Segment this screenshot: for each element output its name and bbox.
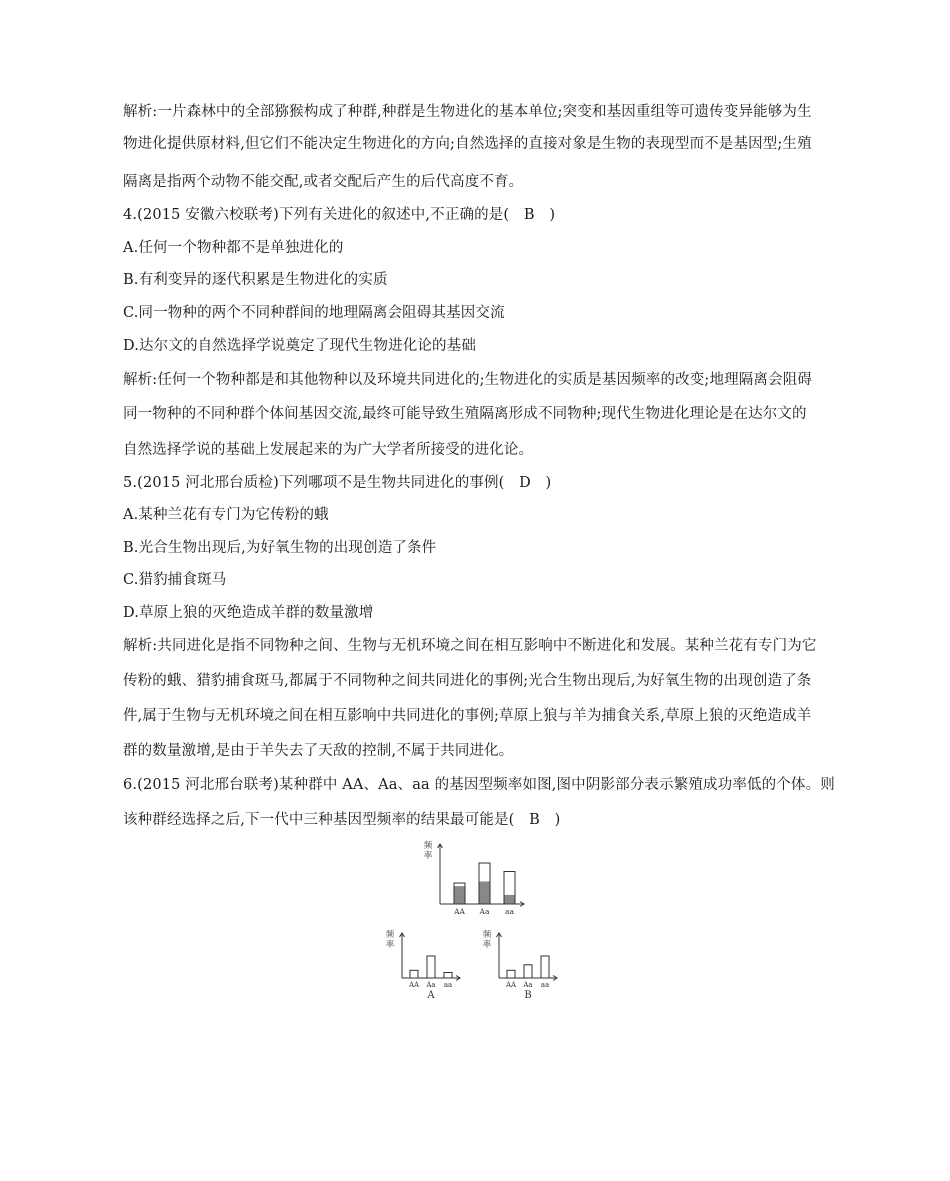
- text-line-1: 解析:一片森林中的全部猕猴构成了种群,种群是生物进化的基本单位;突变和基因重组等可遗传变异能够为生: [123, 104, 812, 120]
- tick-label-aa: AA: [408, 981, 420, 989]
- tick-label-aa: AA: [505, 981, 517, 989]
- q5-option-a: A.某种兰花有专门为它传粉的蛾: [123, 507, 329, 523]
- q4-analysis-line-2: 同一物种的不同种群个体间基因交流,最终可能导致生殖隔离形成不同物种;现代生物进化理论是在达尔文的: [123, 406, 807, 422]
- q5-analysis-line-3: 件,属于生物与无机环境之间在相互影响中共同进化的事例;草原上狼与羊为捕食关系,草原上狼的灭绝造成羊: [123, 708, 812, 724]
- q4-option-c: C.同一物种的两个不同种群间的地理隔离会阻碍其基因交流: [123, 305, 505, 321]
- tick-label-aa: AA: [454, 907, 465, 916]
- q5-option-b: B.光合生物出现后,为好氧生物的出现创造了条件: [123, 540, 437, 556]
- q4-option-b: B.有利变异的逐代积累是生物进化的实质: [123, 272, 388, 288]
- q5-option-c: C.猎豹捕食斑马: [123, 572, 227, 588]
- question-4-stem: 4.(2015 安徽六校联考)下列有关进化的叙述中,不正确的是( B ): [123, 207, 556, 223]
- shaded-aa: [480, 881, 490, 903]
- shaded-aa: [505, 895, 515, 904]
- q5-option-d: D.草原上狼的灭绝造成羊群的数量激增: [123, 605, 374, 621]
- ylabel-char: 频: [423, 841, 433, 851]
- q4-analysis-line-1: 解析:任何一个物种都是和其他物种以及环境共同进化的;生物进化的实质是基因频率的改变;地理隔离会阻碍: [123, 372, 813, 388]
- tick-label-aa: Aa: [523, 981, 533, 989]
- q4-option-a: A.任何一个物种都不是单独进化的: [123, 240, 344, 256]
- q4-option-d: D.达尔文的自然选择学说奠定了现代生物进化论的基础: [123, 338, 476, 354]
- ylabel-char: 率: [385, 940, 395, 950]
- option-b-chart: [475, 928, 565, 1010]
- question-5-stem: 5.(2015 河北邢台质检)下列哪项不是生物共同进化的事例( D ): [123, 475, 552, 491]
- tick-label-aa: aa: [540, 981, 550, 989]
- figure-caption: A: [427, 990, 435, 1001]
- ylabel-char: 率: [482, 940, 492, 950]
- text-line-2: 物进化提供原材料,但它们不能决定生物进化的方向;自然选择的直接对象是生物的表现型而不是基因型;生殖: [123, 136, 812, 152]
- question-6-stem-line-1: 6.(2015 河北邢台联考)某种群中 AA、Aa、aa 的基因型频率如图,图中阴影部分表示繁殖成功率低的个体。则: [123, 777, 835, 793]
- q5-analysis-line-2: 传粉的蛾、猎豹捕食斑马,都属于不同物种之间共同进化的事例;光合生物出现后,为好氧生物的出现创造了条: [123, 673, 812, 689]
- main-frequency-figure: [420, 840, 540, 924]
- text-line-3: 隔离是指两个动物不能交配,或者交配后产生的后代高度不育。: [123, 174, 524, 190]
- tick-label-aa: aa: [505, 907, 514, 916]
- ylabel-char: 率: [423, 851, 433, 861]
- main-frequency-chart: [420, 840, 540, 920]
- bar-aa: [524, 965, 532, 978]
- question-6-stem-line-2: 该种群经选择之后,下一代中三种基因型频率的结果最可能是( B ): [123, 812, 561, 828]
- bar-aa: [541, 956, 549, 978]
- option-a-figure: [378, 928, 468, 1014]
- q5-analysis-line-1: 解析:共同进化是指不同物种之间、生物与无机环境之间在相互影响中不断进化和发展。某种兰花有专门为它: [123, 638, 817, 654]
- q4-analysis-line-3: 自然选择学说的基础上发展起来的为广大学者所接受的进化论。: [123, 442, 534, 458]
- bar-aa: [427, 956, 435, 978]
- bar-aa: [444, 973, 452, 979]
- bar-aa: [410, 970, 418, 978]
- shaded-aa: [455, 886, 465, 903]
- ylabel-char: 频: [385, 930, 395, 940]
- tick-label-aa: Aa: [426, 981, 436, 989]
- q5-analysis-line-4: 群的数量激增,是由于羊失去了天敌的控制,不属于共同进化。: [123, 743, 514, 759]
- tick-label-aa: aa: [443, 981, 453, 989]
- ylabel-char: 频: [482, 930, 492, 940]
- figure-caption: B: [524, 990, 532, 1001]
- option-b-figure: [475, 928, 565, 1014]
- option-a-chart: [378, 928, 468, 1010]
- bar-aa: [507, 970, 515, 978]
- tick-label-aa: Aa: [479, 907, 490, 916]
